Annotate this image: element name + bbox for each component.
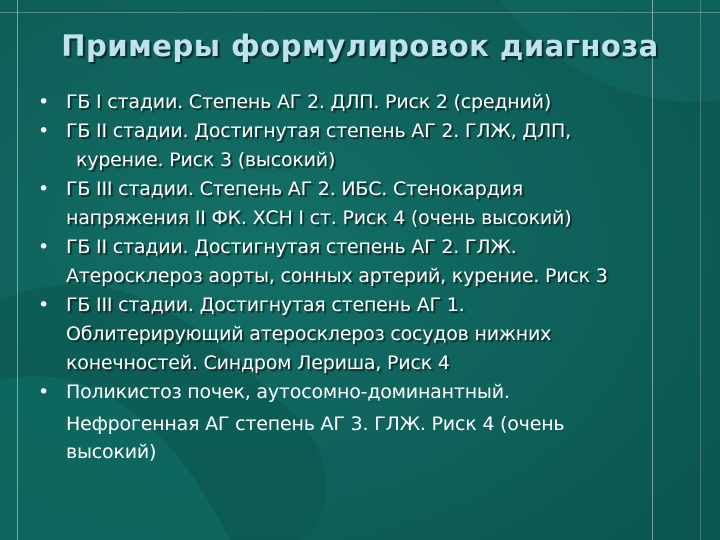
bullet-item [36, 233, 716, 291]
bullet-marker: • [38, 120, 50, 142]
bullet-marker: • [38, 294, 50, 316]
bullet-item [36, 378, 716, 466]
bullet-text: Нефрогенная АГ степень АГ 3. ГЛЖ. Риск 4 (очень [66, 413, 565, 435]
bullet-marker: • [38, 178, 50, 200]
bullet-text: ГБ II стадии. Достигнутая степень АГ 2. ГЛЖ. [66, 236, 517, 258]
bullet-text: ГБ III стадии. Достигнутая степень АГ 1. [66, 294, 465, 316]
bullet-list [36, 88, 716, 466]
bullet-marker: • [38, 91, 50, 113]
bullet-text: ГБ III стадии. Степень АГ 2. ИБС. Стенокардия [66, 178, 523, 200]
bullet-item [36, 291, 716, 378]
bullet-text: Облитерирующий атеросклероз сосудов нижних [66, 323, 552, 345]
bullet-item [36, 175, 716, 233]
frame-line-top [0, 12, 720, 13]
bullet-item [36, 117, 716, 175]
bullet-text: курение. Риск 3 (высокий) [76, 149, 336, 171]
bullet-marker: • [38, 236, 50, 258]
bullet-text: Атеросклероз аорты, сонных артерий, курение. Риск 3 [66, 265, 608, 287]
slide-title: Примеры формулировок диагноза [61, 29, 659, 63]
bullet-text: напряжения II ФК. ХСН I ст. Риск 4 (очень высокий) [66, 207, 572, 229]
bullet-text: ГБ II стадии. Достигнутая степень АГ 2. ГЛЖ, ДЛП, [66, 120, 571, 142]
bullet-text: конечностей. Синдром Лериша, Риск 4 [66, 352, 450, 374]
bullet-text: Поликистоз почек, аутосомно-доминантный. [66, 381, 510, 403]
bullet-item [36, 88, 716, 117]
frame-line-left [17, 0, 18, 540]
bullet-marker: • [38, 381, 50, 403]
bullet-text: ГБ I стадии. Степень АГ 2. ДЛП. Риск 2 (средний) [66, 91, 552, 113]
bullet-text: высокий) [66, 441, 157, 463]
